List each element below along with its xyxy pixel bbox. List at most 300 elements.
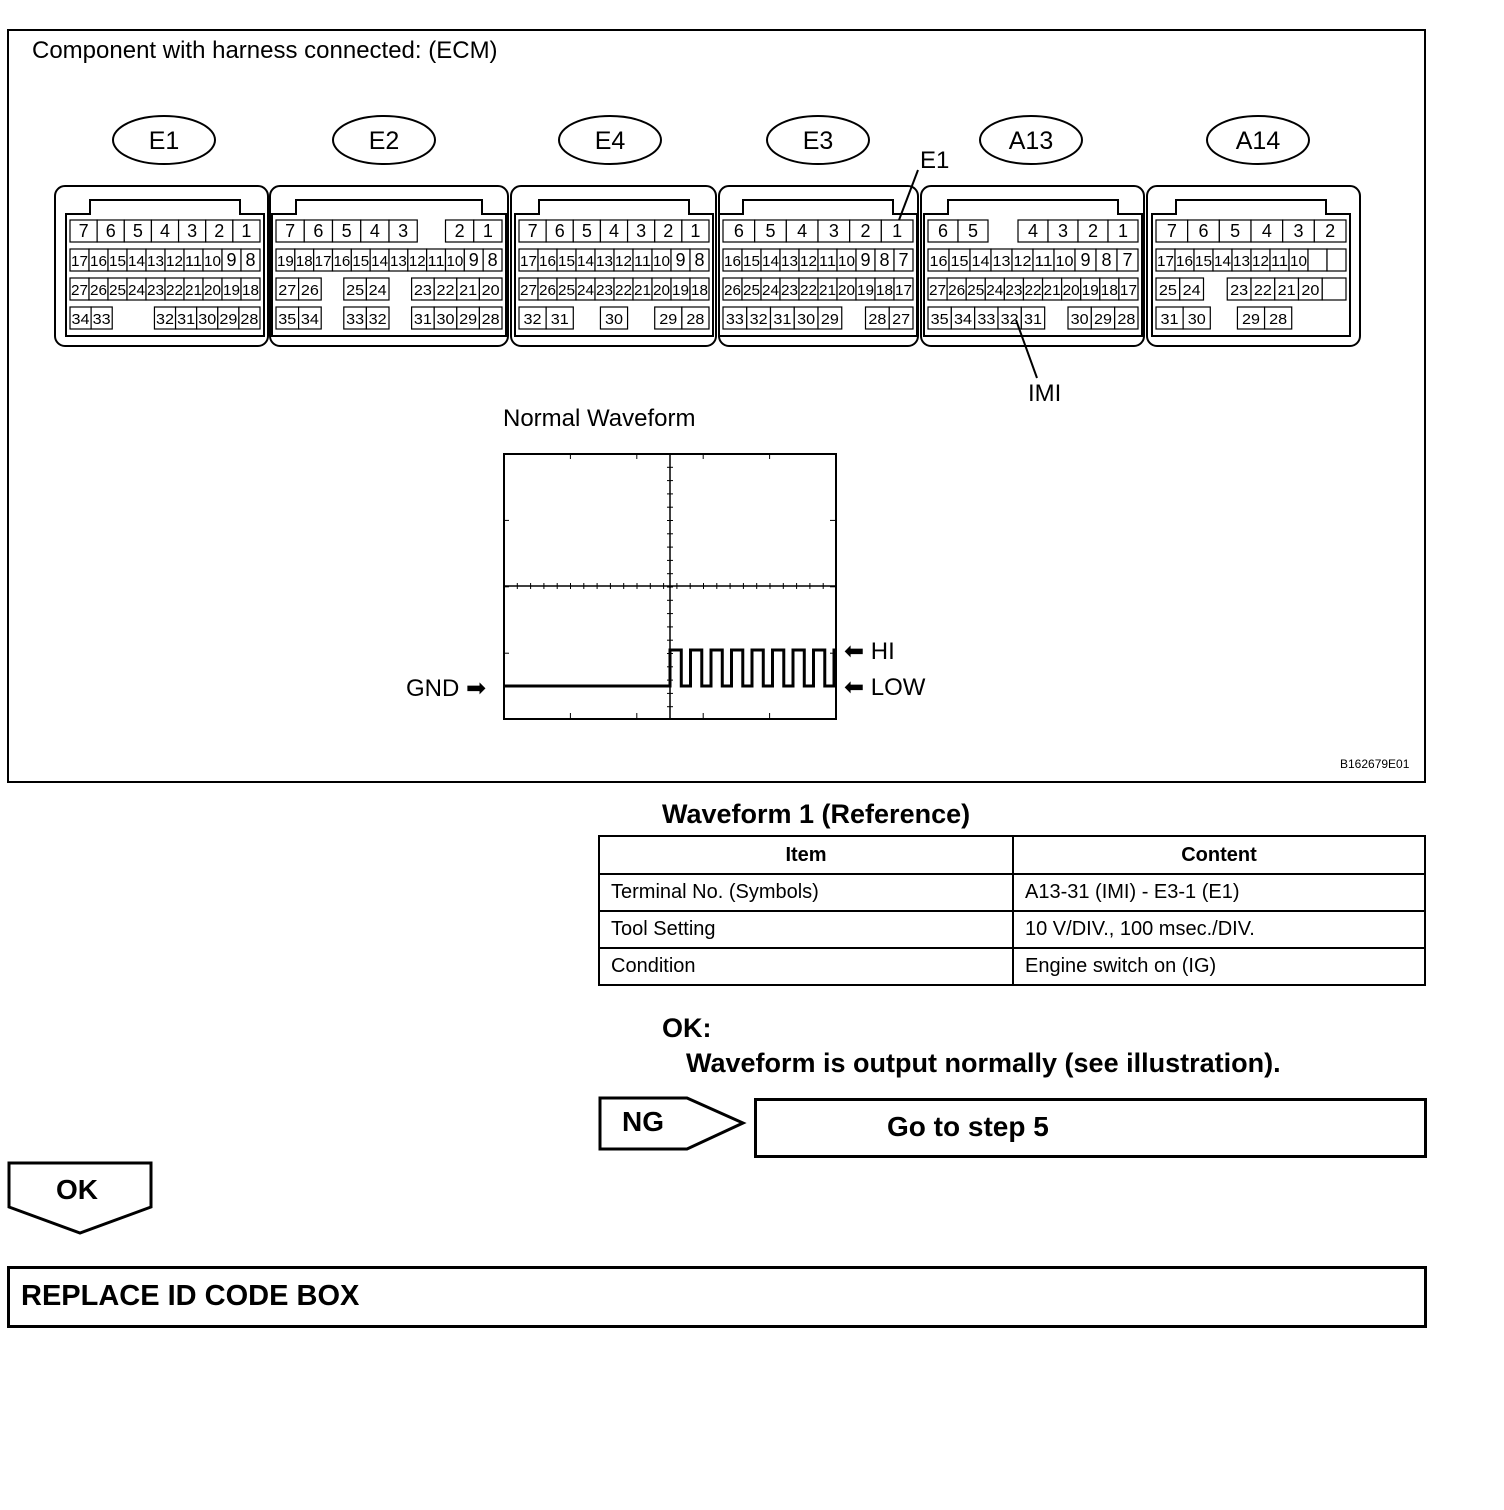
svg-text:11: 11 xyxy=(819,253,836,270)
connector-pin xyxy=(576,249,595,271)
connector-pin xyxy=(1188,220,1220,242)
waveform-trace xyxy=(504,650,835,686)
connector-pin xyxy=(108,249,127,271)
connector-pin xyxy=(614,249,633,271)
svg-text:34: 34 xyxy=(300,311,319,328)
connector-pin xyxy=(197,307,218,329)
header-item: Item xyxy=(599,836,1013,874)
connector-pin xyxy=(333,249,352,271)
connector-pin xyxy=(361,220,389,242)
svg-text:16: 16 xyxy=(90,253,107,270)
connector-pin xyxy=(408,249,427,271)
connector-pin xyxy=(818,249,837,271)
svg-text:13: 13 xyxy=(1233,253,1250,270)
connector-pin xyxy=(1308,249,1327,271)
svg-text:26: 26 xyxy=(539,282,556,299)
connector-pin xyxy=(975,307,998,329)
svg-text:20: 20 xyxy=(653,282,670,299)
connector-pin xyxy=(299,278,322,300)
connector-pin xyxy=(1054,249,1075,271)
connector-pin xyxy=(519,307,546,329)
svg-text:13: 13 xyxy=(390,253,407,270)
svg-text:29: 29 xyxy=(219,311,238,328)
svg-text:13: 13 xyxy=(147,253,164,270)
svg-text:30: 30 xyxy=(797,311,816,328)
connector-pin xyxy=(928,220,958,242)
connector-pin xyxy=(222,278,241,300)
svg-text:6: 6 xyxy=(733,221,744,241)
ok-condition-label: OK: xyxy=(662,1013,712,1043)
connector-pin xyxy=(218,307,239,329)
row-content: 10 V/DIV., 100 msec./DIV. xyxy=(1013,911,1425,948)
connector-pin xyxy=(970,249,991,271)
svg-text:2: 2 xyxy=(663,221,674,241)
connector-pin xyxy=(755,220,787,242)
svg-text:24: 24 xyxy=(128,282,145,299)
connector-pin xyxy=(127,278,146,300)
svg-text:30: 30 xyxy=(1187,311,1206,328)
svg-text:4: 4 xyxy=(1261,221,1272,241)
svg-text:14: 14 xyxy=(577,253,594,270)
row-content: A13-31 (IMI) - E3-1 (E1) xyxy=(1013,874,1425,911)
connector-pin xyxy=(573,220,600,242)
svg-text:9: 9 xyxy=(468,250,479,270)
connector-pin xyxy=(241,278,260,300)
svg-text:8: 8 xyxy=(694,250,705,270)
connector-pin xyxy=(682,220,709,242)
svg-text:8: 8 xyxy=(1101,250,1112,270)
connector-pin xyxy=(151,220,178,242)
ok-condition-text: Waveform is output normally (see illustration). xyxy=(686,1048,1281,1078)
svg-text:28: 28 xyxy=(868,311,887,328)
svg-text:27: 27 xyxy=(71,282,88,299)
svg-text:17: 17 xyxy=(520,253,537,270)
connector-pin xyxy=(928,307,951,329)
connector-pin xyxy=(951,307,974,329)
connector-pin xyxy=(1156,220,1188,242)
connector-pin xyxy=(70,278,89,300)
svg-text:7: 7 xyxy=(1122,250,1133,270)
connector-pin xyxy=(894,278,913,300)
connector-pin xyxy=(314,249,333,271)
svg-text:19: 19 xyxy=(857,282,874,299)
svg-text:15: 15 xyxy=(352,253,370,270)
svg-text:29: 29 xyxy=(820,311,839,328)
waveform-title: Normal Waveform xyxy=(503,405,696,432)
connector-pin xyxy=(1033,249,1054,271)
svg-text:35: 35 xyxy=(278,311,297,328)
connector-pin xyxy=(771,307,795,329)
connector-pin xyxy=(1004,278,1023,300)
svg-text:12: 12 xyxy=(615,253,632,270)
connector-pin xyxy=(655,307,682,329)
reference-table xyxy=(598,835,1426,986)
connector-pin xyxy=(928,278,947,300)
svg-text:7: 7 xyxy=(78,221,89,241)
connector-pin xyxy=(446,249,465,271)
svg-text:29: 29 xyxy=(1094,311,1112,328)
hi-label: ⬅ HI xyxy=(844,638,895,665)
connector-pin xyxy=(837,249,856,271)
svg-text:12: 12 xyxy=(1013,253,1032,270)
connector-pin xyxy=(184,278,203,300)
connector-pin xyxy=(1227,278,1251,300)
svg-text:15: 15 xyxy=(950,253,969,270)
svg-text:9: 9 xyxy=(1080,250,1091,270)
connector-pin xyxy=(1283,220,1315,242)
svg-text:19: 19 xyxy=(277,253,294,270)
svg-text:27: 27 xyxy=(892,311,911,328)
connector-pin xyxy=(1175,249,1194,271)
connector-pin xyxy=(276,307,299,329)
table-row xyxy=(599,874,1425,911)
svg-text:12: 12 xyxy=(408,253,426,270)
svg-text:1: 1 xyxy=(892,221,903,241)
connector-pin xyxy=(89,249,108,271)
connector-pin xyxy=(818,307,842,329)
connector-pin xyxy=(412,278,435,300)
svg-text:32: 32 xyxy=(1000,311,1019,328)
svg-text:5: 5 xyxy=(1230,221,1241,241)
svg-text:30: 30 xyxy=(1070,311,1089,328)
connector-label: E1 xyxy=(148,127,180,155)
svg-text:17: 17 xyxy=(1157,253,1174,270)
svg-text:24: 24 xyxy=(762,282,779,299)
connector-pin xyxy=(176,307,197,329)
goto-step-box[interactable] xyxy=(754,1098,1427,1158)
svg-text:20: 20 xyxy=(481,282,500,299)
connector-pin xyxy=(856,278,875,300)
connector-pin xyxy=(206,220,233,242)
svg-text:2: 2 xyxy=(860,221,871,241)
svg-text:16: 16 xyxy=(724,253,741,270)
table-row xyxy=(599,948,1425,985)
table-header-row xyxy=(599,836,1425,874)
svg-text:4: 4 xyxy=(159,221,171,241)
connector-pin xyxy=(1091,307,1114,329)
connector-pin xyxy=(154,307,175,329)
svg-text:23: 23 xyxy=(147,282,164,299)
connector-pin xyxy=(850,220,882,242)
connector-pin xyxy=(1023,278,1042,300)
svg-text:15: 15 xyxy=(1195,253,1212,270)
connector-pin xyxy=(70,249,89,271)
svg-text:5: 5 xyxy=(967,221,979,241)
svg-text:18: 18 xyxy=(242,282,259,299)
svg-text:7: 7 xyxy=(898,250,909,270)
connector-pin xyxy=(108,278,127,300)
connector-pin xyxy=(1117,249,1138,271)
ok-arrow-label: OK xyxy=(56,1174,98,1205)
connector-pin xyxy=(576,278,595,300)
action-text: REPLACE ID CODE BOX xyxy=(21,1280,360,1312)
svg-text:29: 29 xyxy=(659,311,678,328)
svg-text:26: 26 xyxy=(948,282,966,299)
connector-pin xyxy=(299,307,322,329)
svg-text:14: 14 xyxy=(128,253,145,270)
svg-text:8: 8 xyxy=(879,250,890,270)
connector-pin xyxy=(1156,307,1183,329)
connector-pin xyxy=(557,278,576,300)
connector-pin xyxy=(370,249,389,271)
connector-pin xyxy=(1194,249,1213,271)
ng-label: NG xyxy=(622,1106,664,1137)
connector-pin xyxy=(628,220,655,242)
svg-text:1: 1 xyxy=(482,221,493,241)
svg-text:10: 10 xyxy=(204,253,221,270)
svg-text:3: 3 xyxy=(1057,221,1069,241)
svg-text:18: 18 xyxy=(876,282,893,299)
connector-pin xyxy=(546,307,573,329)
svg-text:31: 31 xyxy=(1024,311,1042,328)
svg-text:18: 18 xyxy=(1100,282,1118,299)
svg-text:13: 13 xyxy=(781,253,798,270)
svg-text:15: 15 xyxy=(558,253,575,270)
connector-pin xyxy=(1232,249,1251,271)
connector-pin xyxy=(818,278,837,300)
svg-text:32: 32 xyxy=(749,311,768,328)
connector-pin xyxy=(1075,249,1096,271)
connector-pin xyxy=(600,307,627,329)
row-item: Tool Setting xyxy=(599,911,1013,948)
svg-text:3: 3 xyxy=(398,221,409,241)
oscilloscope-waveform xyxy=(503,453,838,721)
svg-text:17: 17 xyxy=(71,253,88,270)
svg-text:22: 22 xyxy=(436,282,455,299)
connector-pin xyxy=(457,307,480,329)
connector-pin xyxy=(690,278,709,300)
header-content: Content xyxy=(1013,836,1425,874)
connector-pin xyxy=(538,278,557,300)
connector-a13 xyxy=(980,116,1082,164)
connector-pin xyxy=(519,278,538,300)
svg-text:31: 31 xyxy=(177,311,196,328)
svg-text:3: 3 xyxy=(1293,221,1304,241)
connector-pin xyxy=(947,278,966,300)
svg-text:16: 16 xyxy=(333,253,351,270)
connector-e4 xyxy=(559,116,661,164)
ng-arrow[interactable] xyxy=(597,1095,749,1155)
connector-pin xyxy=(1048,220,1078,242)
connector-pin xyxy=(1237,307,1264,329)
svg-text:34: 34 xyxy=(71,311,90,328)
svg-text:28: 28 xyxy=(240,311,259,328)
svg-text:13: 13 xyxy=(992,253,1011,270)
svg-text:9: 9 xyxy=(226,250,237,270)
connector-pin xyxy=(1314,220,1346,242)
connector-pin xyxy=(1018,220,1048,242)
connector-pin xyxy=(1100,278,1119,300)
svg-text:4: 4 xyxy=(608,221,620,241)
svg-text:24: 24 xyxy=(577,282,594,299)
connector-pin xyxy=(1078,220,1108,242)
svg-text:10: 10 xyxy=(1290,253,1307,270)
svg-text:5: 5 xyxy=(341,221,352,241)
connector-pin xyxy=(682,307,709,329)
connector-pin xyxy=(633,249,652,271)
connector-pin xyxy=(889,307,913,329)
connector-pin xyxy=(474,220,502,242)
connector-pin xyxy=(203,278,222,300)
connector-e2 xyxy=(333,116,435,164)
connector-pin xyxy=(124,220,151,242)
connector-pin xyxy=(557,249,576,271)
connector-pin xyxy=(949,249,970,271)
svg-text:2: 2 xyxy=(214,221,225,241)
svg-text:31: 31 xyxy=(1160,311,1179,328)
connector-pin xyxy=(894,249,913,271)
svg-text:19: 19 xyxy=(672,282,689,299)
svg-text:11: 11 xyxy=(185,253,202,270)
connector-pin xyxy=(412,307,435,329)
connector-pin xyxy=(1156,278,1180,300)
svg-text:15: 15 xyxy=(109,253,126,270)
connector-pin xyxy=(1327,249,1346,271)
connector-pin xyxy=(614,278,633,300)
connector-e1 xyxy=(113,116,215,164)
svg-text:31: 31 xyxy=(413,311,432,328)
connector-pin xyxy=(595,278,614,300)
svg-text:35: 35 xyxy=(930,311,949,328)
svg-text:28: 28 xyxy=(1269,311,1288,328)
svg-text:19: 19 xyxy=(223,282,240,299)
connector-label: E2 xyxy=(368,127,400,155)
connector-pin xyxy=(389,220,417,242)
svg-text:32: 32 xyxy=(156,311,174,328)
connector-label: A13 xyxy=(1008,127,1054,155)
connector-pin xyxy=(1251,249,1270,271)
connector-pin xyxy=(304,220,332,242)
svg-text:27: 27 xyxy=(929,282,947,299)
svg-text:10: 10 xyxy=(838,253,855,270)
svg-text:25: 25 xyxy=(109,282,126,299)
svg-text:2: 2 xyxy=(454,221,465,241)
svg-text:30: 30 xyxy=(436,311,455,328)
connector-pin xyxy=(333,220,361,242)
connector-pin xyxy=(1180,278,1204,300)
connector-pin xyxy=(723,249,742,271)
svg-text:32: 32 xyxy=(523,311,542,328)
figure-title: Component with harness connected: (ECM) xyxy=(32,37,498,64)
connector-pin xyxy=(127,249,146,271)
connector-pin xyxy=(184,249,203,271)
connector-pin xyxy=(761,249,780,271)
connector-pin xyxy=(483,249,502,271)
connector-pin xyxy=(1081,278,1100,300)
svg-text:8: 8 xyxy=(245,250,256,270)
connector-pin xyxy=(1275,278,1299,300)
svg-text:22: 22 xyxy=(615,282,632,299)
connector-pin xyxy=(519,220,546,242)
svg-text:28: 28 xyxy=(1117,311,1136,328)
svg-text:11: 11 xyxy=(1034,253,1053,270)
connector-pin xyxy=(239,307,260,329)
connector-e3 xyxy=(767,116,869,164)
connector-pin xyxy=(91,307,112,329)
connector-pin xyxy=(1322,278,1346,300)
connector-pin xyxy=(351,249,370,271)
connector-pin xyxy=(179,220,206,242)
connector-pin xyxy=(276,220,304,242)
connector-pin xyxy=(671,249,690,271)
connector-pin xyxy=(742,278,761,300)
svg-text:20: 20 xyxy=(1301,282,1320,299)
svg-text:17: 17 xyxy=(314,253,332,270)
connector-pin xyxy=(165,249,184,271)
connector-pin xyxy=(600,220,627,242)
svg-text:31: 31 xyxy=(550,311,569,328)
row-item: Terminal No. (Symbols) xyxy=(599,874,1013,911)
svg-text:21: 21 xyxy=(634,282,651,299)
connector-pin xyxy=(295,249,314,271)
connector-pin xyxy=(1289,249,1308,271)
reference-title: Waveform 1 (Reference) xyxy=(662,799,971,829)
svg-text:25: 25 xyxy=(346,282,365,299)
connector-pin xyxy=(655,220,682,242)
figure-code: B162679E01 xyxy=(1340,757,1410,771)
svg-text:33: 33 xyxy=(92,311,111,328)
svg-text:5: 5 xyxy=(581,221,592,241)
svg-text:21: 21 xyxy=(459,282,478,299)
svg-text:20: 20 xyxy=(204,282,221,299)
connector-pin xyxy=(434,307,457,329)
svg-text:6: 6 xyxy=(554,221,565,241)
action-box xyxy=(7,1266,1427,1328)
svg-text:21: 21 xyxy=(1277,282,1296,299)
svg-text:10: 10 xyxy=(653,253,670,270)
svg-text:27: 27 xyxy=(520,282,537,299)
connector-pin xyxy=(165,278,184,300)
svg-text:22: 22 xyxy=(1253,282,1272,299)
svg-text:3: 3 xyxy=(636,221,647,241)
svg-text:15: 15 xyxy=(743,253,760,270)
svg-text:18: 18 xyxy=(295,253,313,270)
connector-pin xyxy=(875,278,894,300)
svg-text:7: 7 xyxy=(527,221,538,241)
svg-text:4: 4 xyxy=(797,221,808,241)
connector-pin xyxy=(690,249,709,271)
svg-text:25: 25 xyxy=(967,282,985,299)
connector-pin xyxy=(1251,220,1283,242)
svg-text:33: 33 xyxy=(346,311,365,328)
connector-pin xyxy=(866,307,890,329)
connector-pin xyxy=(671,278,690,300)
svg-text:20: 20 xyxy=(838,282,855,299)
svg-text:13: 13 xyxy=(596,253,613,270)
connector-pin xyxy=(747,307,771,329)
svg-text:11: 11 xyxy=(634,253,651,270)
connector-pin xyxy=(742,249,761,271)
connector-pin xyxy=(723,220,755,242)
connector-pin xyxy=(538,249,557,271)
connector-pin xyxy=(89,278,108,300)
svg-text:26: 26 xyxy=(300,282,319,299)
connector-pin xyxy=(546,220,573,242)
connector-pin xyxy=(633,278,652,300)
svg-text:16: 16 xyxy=(929,253,948,270)
connector-pin xyxy=(991,249,1012,271)
svg-text:8: 8 xyxy=(487,250,498,270)
connector-pin xyxy=(723,307,747,329)
connector-pin xyxy=(1299,278,1323,300)
connector-pin xyxy=(146,278,165,300)
svg-text:33: 33 xyxy=(977,311,996,328)
svg-text:21: 21 xyxy=(1043,282,1061,299)
connector-label: A14 xyxy=(1235,127,1281,155)
connector-pin xyxy=(233,220,260,242)
svg-text:14: 14 xyxy=(971,253,990,270)
svg-text:27: 27 xyxy=(278,282,297,299)
